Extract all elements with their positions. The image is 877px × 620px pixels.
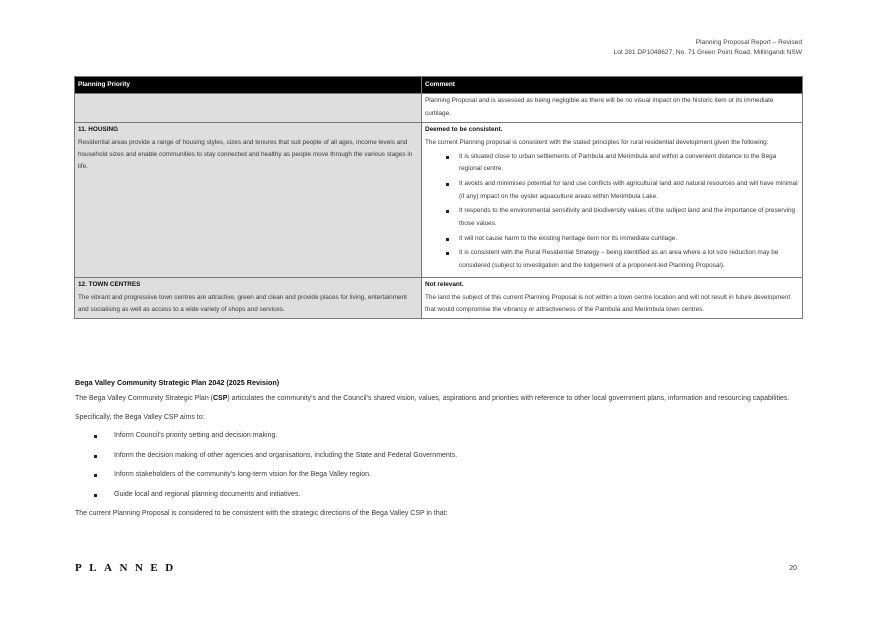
bullet-item: Inform the decision making of other agencies and organisations, including the State and Federal Governments.: [114, 450, 810, 463]
bullet-item: Inform Council’s priority setting and decision making.: [114, 430, 810, 443]
comment-bullet-list: [425, 151, 799, 272]
comment-text: The land the subject of this current Planning Proposal is not within a town centre location and will not result in future development that would compromise the vibrancy or attractiveness of the Pambula and Merimbula town centres.: [425, 293, 791, 314]
comment-title: Not relevant.: [425, 281, 464, 289]
bullet-item: Guide local and regional planning documents and initiatives.: [114, 489, 810, 502]
report-subtitle: Lot 281 DP1048627, No. 71 Green Point Road, Millingandi NSW: [613, 48, 802, 56]
csp-abbreviation: CSP: [213, 395, 228, 402]
priority-cell: [75, 278, 422, 319]
intro-text-start: The Bega Valley Community Strategic Plan (: [75, 395, 213, 402]
planning-priority-table: [74, 76, 803, 319]
page-header: [614, 38, 802, 57]
priority-title: 12. TOWN CENTRES: [78, 281, 141, 289]
comment-title: Deemed to be consistent.: [425, 126, 503, 134]
table-row: [75, 94, 803, 123]
bullet-item: Inform stakeholders of the community’s long-term vision for the Bega Valley region.: [114, 469, 810, 482]
comment-cell: [422, 94, 803, 123]
bullet-item: It responds to the environmental sensitivity and biodiversity values of the subject land and the importance of preserving those values.: [459, 205, 799, 230]
aims-paragraph: Specifically, the Bega Valley CSP aims to:: [75, 413, 205, 421]
report-title: Planning Proposal Report – Revised: [695, 39, 802, 46]
planned-logo: PLANNED: [75, 562, 181, 574]
section-heading: Bega Valley Community Strategic Plan 2042 (2025 Revision): [75, 378, 280, 387]
csp-section: [75, 378, 810, 527]
bullet-item: It avoids and minimises potential for land use conflicts with agricultural land and natural resources and will have minimal (if any) impact on the oyster aquaculture areas within Merimbula Lake.: [459, 178, 799, 203]
page-number: 20: [789, 565, 797, 572]
bullet-item: It will not cause harm to the existing heritage item nor its immediate curtilage.: [459, 233, 799, 245]
intro-paragraph: [75, 393, 810, 406]
comment-cell: [422, 123, 803, 278]
table-row: [75, 278, 803, 319]
aims-bullet-list: [75, 430, 810, 501]
comment-text: Planning Proposal and is assessed as being negligible as there will be no visual impact on the historic item or its immediate curtilage.: [425, 97, 774, 117]
table-row: [75, 123, 803, 278]
bullet-item: It is consistent with the Rural Residential Strategy – being identified as an area where a lot size reduction may be considered (subject to investigation and the lodgement of a proponent-led Planning Proposal).: [459, 247, 799, 272]
column-header-planning-priority: Planning Priority: [75, 77, 422, 94]
intro-text-end: ) articulates the community’s and the Council’s shared vision, values, aspirations and priorities with reference to other local government plans, information and resourcing capabilities.: [227, 395, 790, 402]
priority-text: The vibrant and progressive town centres are attractive, green and clean and provide places for living, entertainment and socialising as well as access to a wide variety of shops and services.: [78, 293, 407, 314]
consistency-paragraph: The current Planning Proposal is considered to be consistent with the strategic directions of the Bega Valley CSP in that:: [75, 510, 448, 517]
priority-cell: [75, 123, 422, 278]
column-header-comment: Comment: [422, 77, 803, 94]
comment-cell: [422, 278, 803, 319]
comment-text: The current Planning proposal is consistent with the stated principles for rural residential development given the following:: [425, 138, 769, 146]
priority-cell: [75, 94, 422, 123]
priority-text: Residential areas provide a range of housing styles, sizes and tenures that suit people of all ages, income levels and household sizes and enable communities to stay connected and healthy as people move through the various stages in life.: [78, 138, 413, 171]
bullet-item: It is situated close to urban settlements of Pambula and Merimbula and within a convenient distance to the Bega regional centre.: [459, 151, 799, 176]
table-header-row: [75, 77, 803, 94]
priority-title: 11. HOUSING: [78, 126, 119, 134]
